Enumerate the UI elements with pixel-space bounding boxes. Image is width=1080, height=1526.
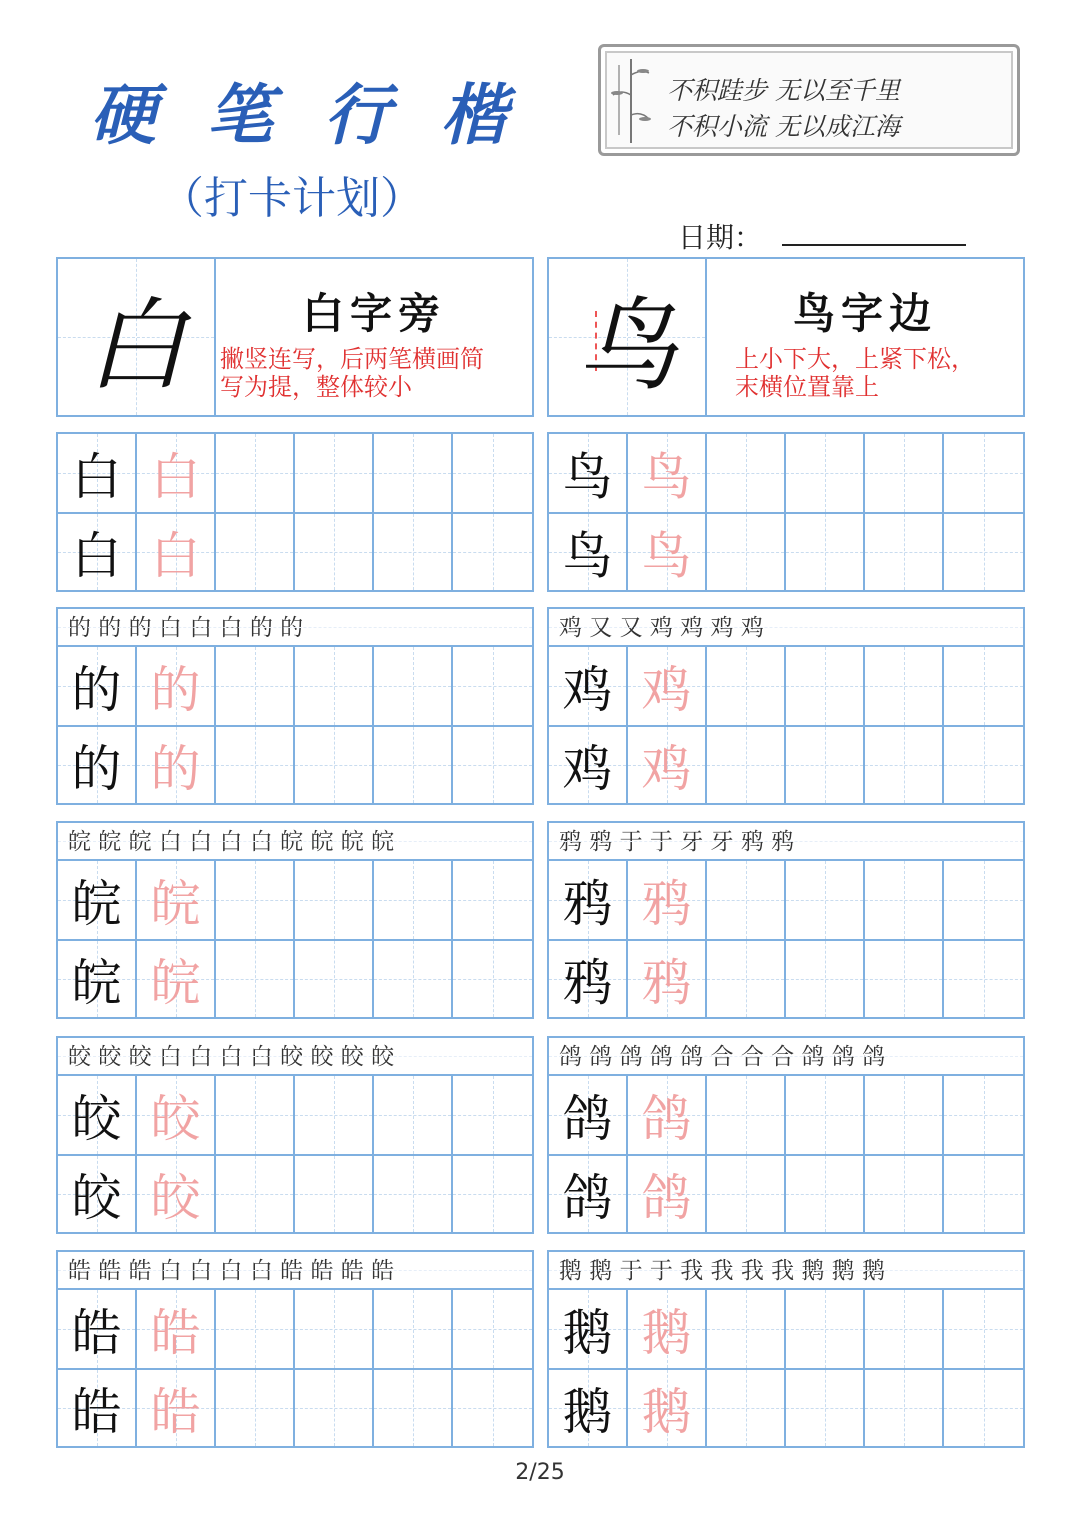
radical-name: 白字旁 (301, 289, 446, 338)
practice-cell[interactable] (786, 434, 865, 512)
practice-cell[interactable] (453, 861, 532, 939)
practice-cell[interactable] (216, 1290, 295, 1368)
practice-cell[interactable] (865, 1290, 944, 1368)
practice-cell[interactable] (786, 1076, 865, 1154)
practice-cell[interactable] (786, 1290, 865, 1368)
practice-grid (547, 821, 1025, 1019)
practice-row (549, 1368, 1023, 1446)
trace-char-cell: 鸡 (628, 727, 707, 803)
date-label: 日期： (678, 221, 763, 254)
practice-cell[interactable] (295, 861, 374, 939)
practice-cell[interactable] (453, 1290, 532, 1368)
stroke-order-row: 皓 皓 皓 白 白 白 白 皓 皓 皓 皓 (58, 1252, 532, 1290)
practice-cell[interactable] (707, 1076, 786, 1154)
practice-cell[interactable] (865, 1156, 944, 1232)
model-char-cell: 白 (58, 514, 137, 590)
practice-grid (56, 1036, 534, 1234)
practice-cell[interactable] (865, 647, 944, 725)
practice-cell[interactable] (786, 861, 865, 939)
trace-char-cell: 鸡 (628, 647, 707, 725)
practice-cell[interactable] (786, 941, 865, 1017)
practice-cell[interactable] (216, 861, 295, 939)
practice-cell[interactable] (374, 1156, 453, 1232)
radical-name: 鸟字边 (792, 289, 937, 338)
model-char-cell: 白 (58, 434, 137, 512)
stroke-order-row: 皖 皖 皖 白 白 白 白 皖 皖 皖 皖 (58, 823, 532, 861)
practice-grid (547, 432, 1025, 592)
practice-cell[interactable] (374, 1290, 453, 1368)
practice-cell[interactable] (944, 1370, 1023, 1446)
practice-cell[interactable] (295, 514, 374, 590)
radical-description: 撇竖连写，后两笔横画简 写为提，整体较小 (220, 345, 484, 401)
practice-row (58, 1290, 532, 1368)
practice-cell[interactable] (786, 1370, 865, 1446)
practice-cell[interactable] (944, 1076, 1023, 1154)
trace-char-cell: 鹅 (628, 1370, 707, 1446)
practice-cell[interactable] (295, 1156, 374, 1232)
trace-char-cell: 皓 (137, 1370, 216, 1446)
practice-cell[interactable] (216, 941, 295, 1017)
practice-cell[interactable] (374, 647, 453, 725)
radical-card-left (56, 257, 534, 417)
bamboo-icon (609, 55, 653, 147)
practice-row (58, 725, 532, 803)
practice-cell[interactable] (295, 434, 374, 512)
practice-cell[interactable] (707, 1290, 786, 1368)
practice-cell[interactable] (374, 514, 453, 590)
model-char-cell: 皖 (58, 861, 137, 939)
practice-row (549, 1154, 1023, 1232)
practice-cell[interactable] (865, 514, 944, 590)
model-char-cell: 鹅 (549, 1290, 628, 1368)
practice-cell[interactable] (295, 1370, 374, 1446)
practice-row (549, 939, 1023, 1017)
practice-grid (56, 432, 534, 592)
practice-cell[interactable] (216, 1076, 295, 1154)
model-char-cell: 的 (58, 647, 137, 725)
practice-cell[interactable] (295, 1290, 374, 1368)
practice-row (549, 1290, 1023, 1368)
trace-char-cell: 的 (137, 727, 216, 803)
practice-cell[interactable] (865, 861, 944, 939)
practice-cell[interactable] (707, 941, 786, 1017)
trace-char-cell: 鸦 (628, 861, 707, 939)
practice-cell[interactable] (944, 514, 1023, 590)
practice-cell[interactable] (374, 1370, 453, 1446)
stroke-order-row: 鸦 鸦 于 于 牙 牙 鸦 鸦 (549, 823, 1023, 861)
model-char-cell: 皎 (58, 1076, 137, 1154)
practice-cell[interactable] (453, 1076, 532, 1154)
practice-grid (547, 1250, 1025, 1448)
practice-cell[interactable] (453, 727, 532, 803)
practice-cell[interactable] (216, 514, 295, 590)
model-char-cell: 皎 (58, 1156, 137, 1232)
practice-cell[interactable] (786, 727, 865, 803)
practice-grid (547, 607, 1025, 805)
stroke-order-row: 的 的 的 白 白 白 的 的 (58, 609, 532, 647)
practice-cell[interactable] (295, 1076, 374, 1154)
stroke-order-row: 鹅 鹅 于 于 我 我 我 我 鹅 鹅 鹅 (549, 1252, 1023, 1290)
model-char-cell: 鸡 (549, 727, 628, 803)
trace-char-cell: 鸟 (628, 514, 707, 590)
practice-grid (56, 821, 534, 1019)
practice-cell[interactable] (944, 1290, 1023, 1368)
practice-row (549, 647, 1023, 725)
model-char-cell: 鸽 (549, 1156, 628, 1232)
motto-box (598, 44, 1020, 156)
practice-cell[interactable] (865, 727, 944, 803)
practice-cell[interactable] (707, 434, 786, 512)
trace-char-cell: 皎 (137, 1076, 216, 1154)
practice-row (58, 434, 532, 512)
practice-cell[interactable] (453, 1370, 532, 1446)
practice-row (549, 1076, 1023, 1154)
trace-char-cell: 鸽 (628, 1076, 707, 1154)
model-char-cell: 鸟 (549, 514, 628, 590)
trace-char-cell: 白 (137, 434, 216, 512)
practice-cell[interactable] (865, 941, 944, 1017)
practice-cell[interactable] (216, 434, 295, 512)
practice-cell[interactable] (374, 434, 453, 512)
model-char-cell: 鸟 (549, 434, 628, 512)
trace-char-cell: 的 (137, 647, 216, 725)
practice-cell[interactable] (786, 514, 865, 590)
practice-cell[interactable] (453, 941, 532, 1017)
radical-big-char: 白 (58, 259, 216, 415)
practice-row (58, 1368, 532, 1446)
practice-cell[interactable] (786, 647, 865, 725)
practice-cell[interactable] (295, 941, 374, 1017)
practice-cell[interactable] (295, 727, 374, 803)
practice-row (58, 512, 532, 590)
motto-line-1: 不积跬步 无以至千里 (667, 76, 900, 105)
model-char-cell: 皖 (58, 941, 137, 1017)
practice-cell[interactable] (944, 941, 1023, 1017)
practice-cell[interactable] (944, 647, 1023, 725)
practice-cell[interactable] (865, 1370, 944, 1446)
practice-row (58, 647, 532, 725)
practice-cell[interactable] (944, 1156, 1023, 1232)
radical-card-right (547, 257, 1025, 417)
trace-char-cell: 皖 (137, 941, 216, 1017)
practice-cell[interactable] (786, 1156, 865, 1232)
practice-cell[interactable] (453, 647, 532, 725)
practice-row (549, 861, 1023, 939)
stroke-order-row: 皎 皎 皎 白 白 白 白 皎 皎 皎 皎 (58, 1038, 532, 1076)
practice-row (58, 1154, 532, 1232)
page-number: 2/25 (515, 1460, 565, 1485)
practice-cell[interactable] (707, 1370, 786, 1446)
page-title: 硬 笔 行 楷 (90, 76, 521, 154)
practice-row (549, 434, 1023, 512)
model-char-cell: 鸡 (549, 647, 628, 725)
practice-cell[interactable] (707, 861, 786, 939)
trace-char-cell: 白 (137, 514, 216, 590)
trace-char-cell: 鸦 (628, 941, 707, 1017)
practice-cell[interactable] (295, 647, 374, 725)
page-subtitle: （打卡计划） (160, 173, 424, 224)
model-char-cell: 鸦 (549, 861, 628, 939)
practice-cell[interactable] (944, 434, 1023, 512)
radical-big-char: 鸟 (549, 259, 707, 415)
practice-cell[interactable] (707, 727, 786, 803)
practice-cell[interactable] (374, 1076, 453, 1154)
practice-grid (547, 1036, 1025, 1234)
model-char-cell: 皓 (58, 1290, 137, 1368)
model-char-cell: 鸽 (549, 1076, 628, 1154)
practice-cell[interactable] (865, 1076, 944, 1154)
trace-char-cell: 鹅 (628, 1290, 707, 1368)
practice-cell[interactable] (453, 1156, 532, 1232)
trace-char-cell: 皓 (137, 1290, 216, 1368)
practice-cell[interactable] (707, 1156, 786, 1232)
practice-grid (56, 1250, 534, 1448)
practice-cell[interactable] (707, 647, 786, 725)
motto-line-2: 不积小流 无以成江海 (667, 112, 900, 141)
stroke-order-row: 鸽 鸽 鸽 鸽 鸽 合 合 合 鸽 鸽 鸽 (549, 1038, 1023, 1076)
model-char-cell: 鸦 (549, 941, 628, 1017)
model-char-cell: 的 (58, 727, 137, 803)
practice-cell[interactable] (216, 727, 295, 803)
practice-cell[interactable] (453, 434, 532, 512)
trace-char-cell: 鸽 (628, 1156, 707, 1232)
radical-description: 上小下大，上紧下松， 末横位置靠上 (735, 345, 975, 401)
practice-row (58, 1076, 532, 1154)
practice-cell[interactable] (453, 514, 532, 590)
practice-row (549, 725, 1023, 803)
date-input-line[interactable] (782, 244, 966, 246)
practice-cell[interactable] (944, 727, 1023, 803)
practice-cell[interactable] (374, 941, 453, 1017)
practice-cell[interactable] (865, 434, 944, 512)
practice-cell[interactable] (374, 861, 453, 939)
model-char-cell: 鹅 (549, 1370, 628, 1446)
practice-row (549, 512, 1023, 590)
practice-row (58, 939, 532, 1017)
trace-char-cell: 鸟 (628, 434, 707, 512)
practice-cell[interactable] (216, 1370, 295, 1446)
practice-cell[interactable] (707, 514, 786, 590)
trace-char-cell: 皎 (137, 1156, 216, 1232)
trace-char-cell: 皖 (137, 861, 216, 939)
practice-grid (56, 607, 534, 805)
practice-cell[interactable] (216, 647, 295, 725)
stroke-order-row: 鸡 又 又 鸡 鸡 鸡 鸡 (549, 609, 1023, 647)
model-char-cell: 皓 (58, 1370, 137, 1446)
practice-cell[interactable] (374, 727, 453, 803)
practice-cell[interactable] (944, 861, 1023, 939)
practice-row (58, 861, 532, 939)
practice-cell[interactable] (216, 1156, 295, 1232)
